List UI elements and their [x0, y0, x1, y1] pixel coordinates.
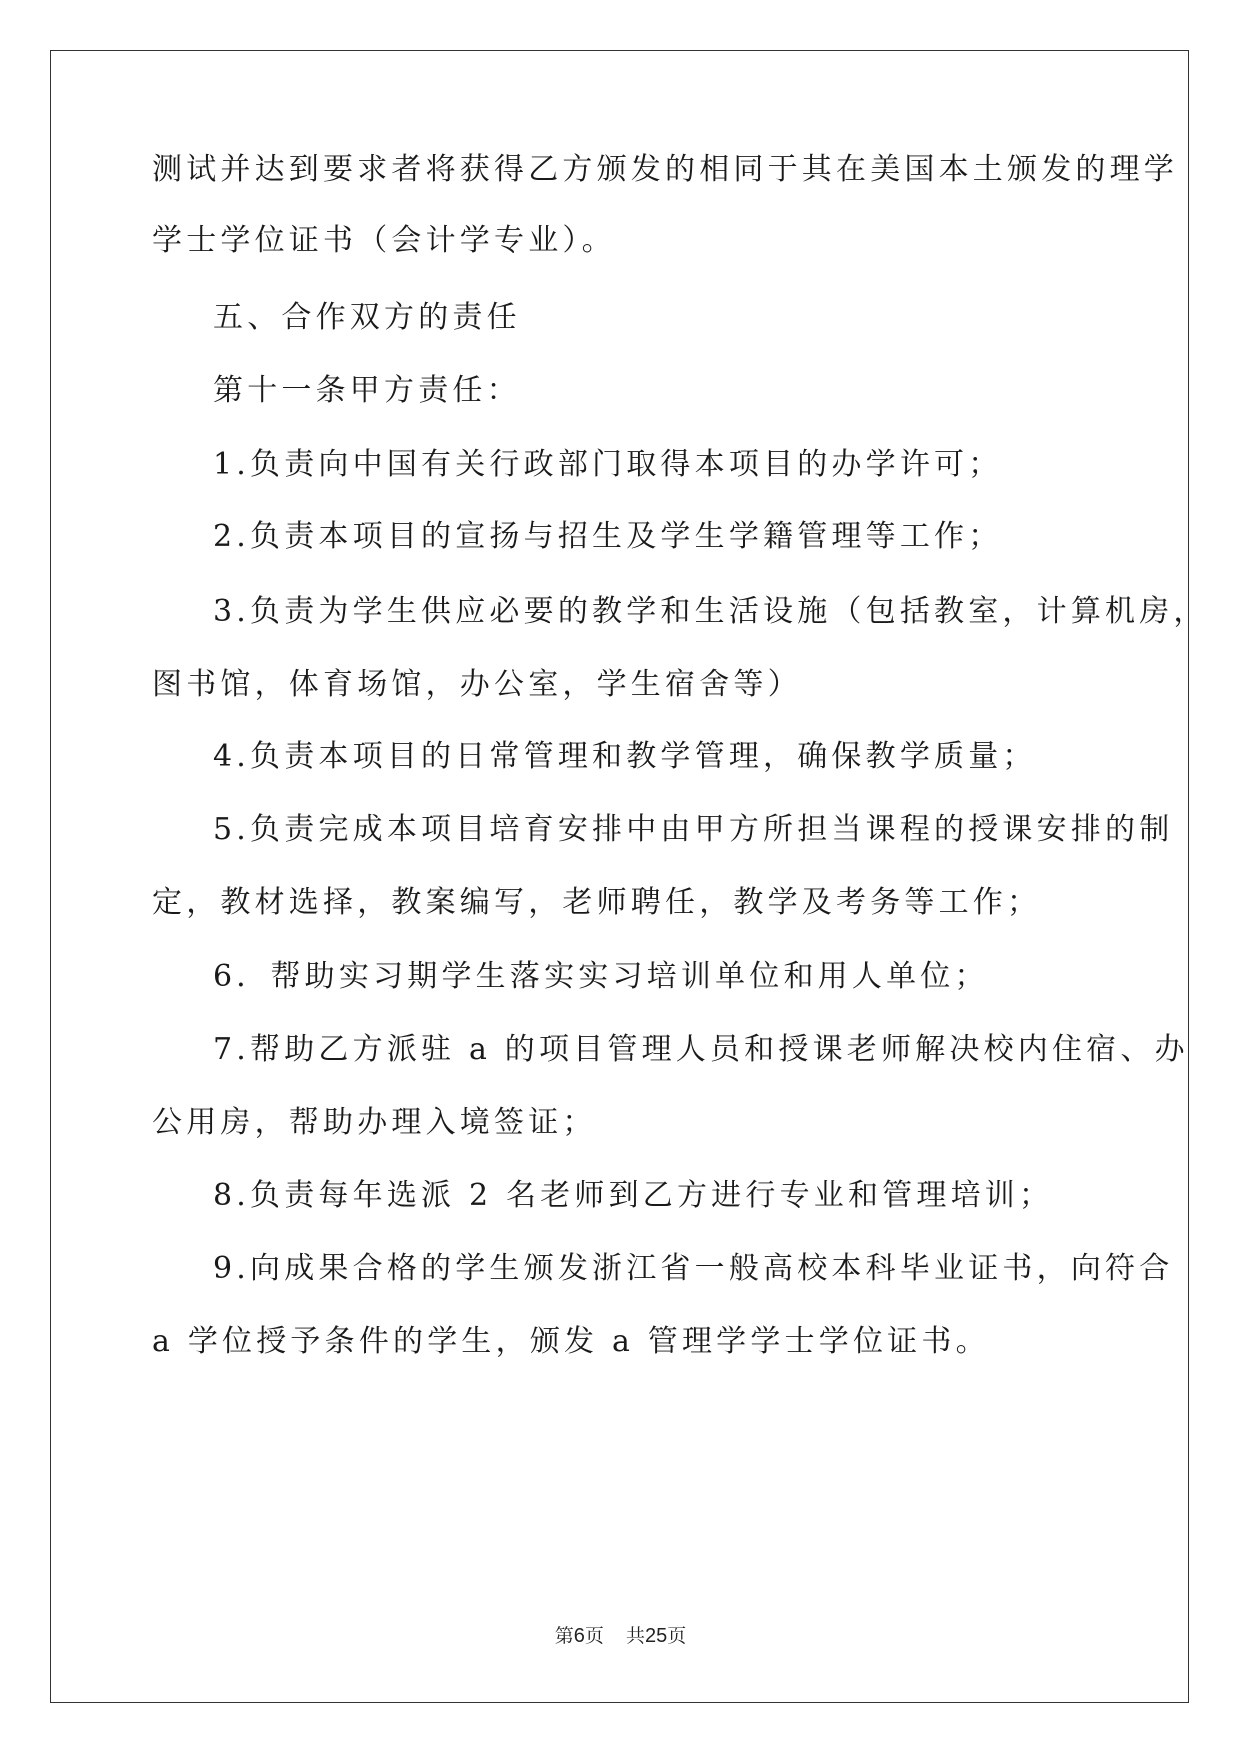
total-prefix: 共	[625, 1625, 645, 1647]
list-item: 1.负责向中国有关行政部门取得本项目的办学许可；	[213, 447, 1003, 482]
text-line: 学士学位证书（会计学专业）。	[152, 223, 616, 258]
total-pages: 25	[644, 1625, 668, 1647]
page-prefix: 第	[554, 1625, 574, 1647]
total-suffix: 页	[667, 1625, 687, 1647]
page-number: 6	[573, 1625, 585, 1647]
list-item: 3.负责为学生供应必要的教学和生活设施（包括教室，计算机房，	[213, 594, 1208, 629]
article-heading: 第十一条甲方责任：	[213, 373, 521, 408]
list-item: 5.负责完成本项目培育安排中由甲方所担当课程的授课安排的制	[213, 812, 1174, 847]
text-line: 测试并达到要求者将获得乙方颁发的相同于其在美国本土颁发的理学	[152, 152, 1178, 187]
list-item-continuation: 图书馆，体育场馆，办公室，学生宿舍等）	[152, 667, 802, 702]
page-suffix: 页	[584, 1625, 604, 1647]
list-item: 7.帮助乙方派驻 a 的项目管理人员和授课老师解决校内住宿、办	[213, 1032, 1189, 1067]
list-item-continuation: 定，教材选择，教案编写，老师聘任，教学及考务等工作；	[152, 885, 1042, 920]
list-item: 8.负责每年选派 2 名老师到乙方进行专业和管理培训；	[213, 1178, 1054, 1213]
page-footer	[0, 1624, 1241, 1648]
list-item: 6．帮助实习期学生落实实习培训单位和用人单位；	[213, 959, 989, 994]
list-item: 9.向成果合格的学生颁发浙江省一般高校本科毕业证书，向符合	[213, 1251, 1174, 1286]
section-heading: 五、合作双方的责任	[213, 300, 521, 335]
list-item-continuation: a 学位授予条件的学生，颁发 a 管理学学士学位证书。	[152, 1324, 990, 1359]
list-item-continuation: 公用房，帮助办理入境签证；	[152, 1105, 597, 1140]
list-item: 4.负责本项目的日常管理和教学管理，确保教学质量；	[213, 739, 1037, 774]
list-item: 2.负责本项目的宣扬与招生及学生学籍管理等工作；	[213, 519, 1003, 554]
